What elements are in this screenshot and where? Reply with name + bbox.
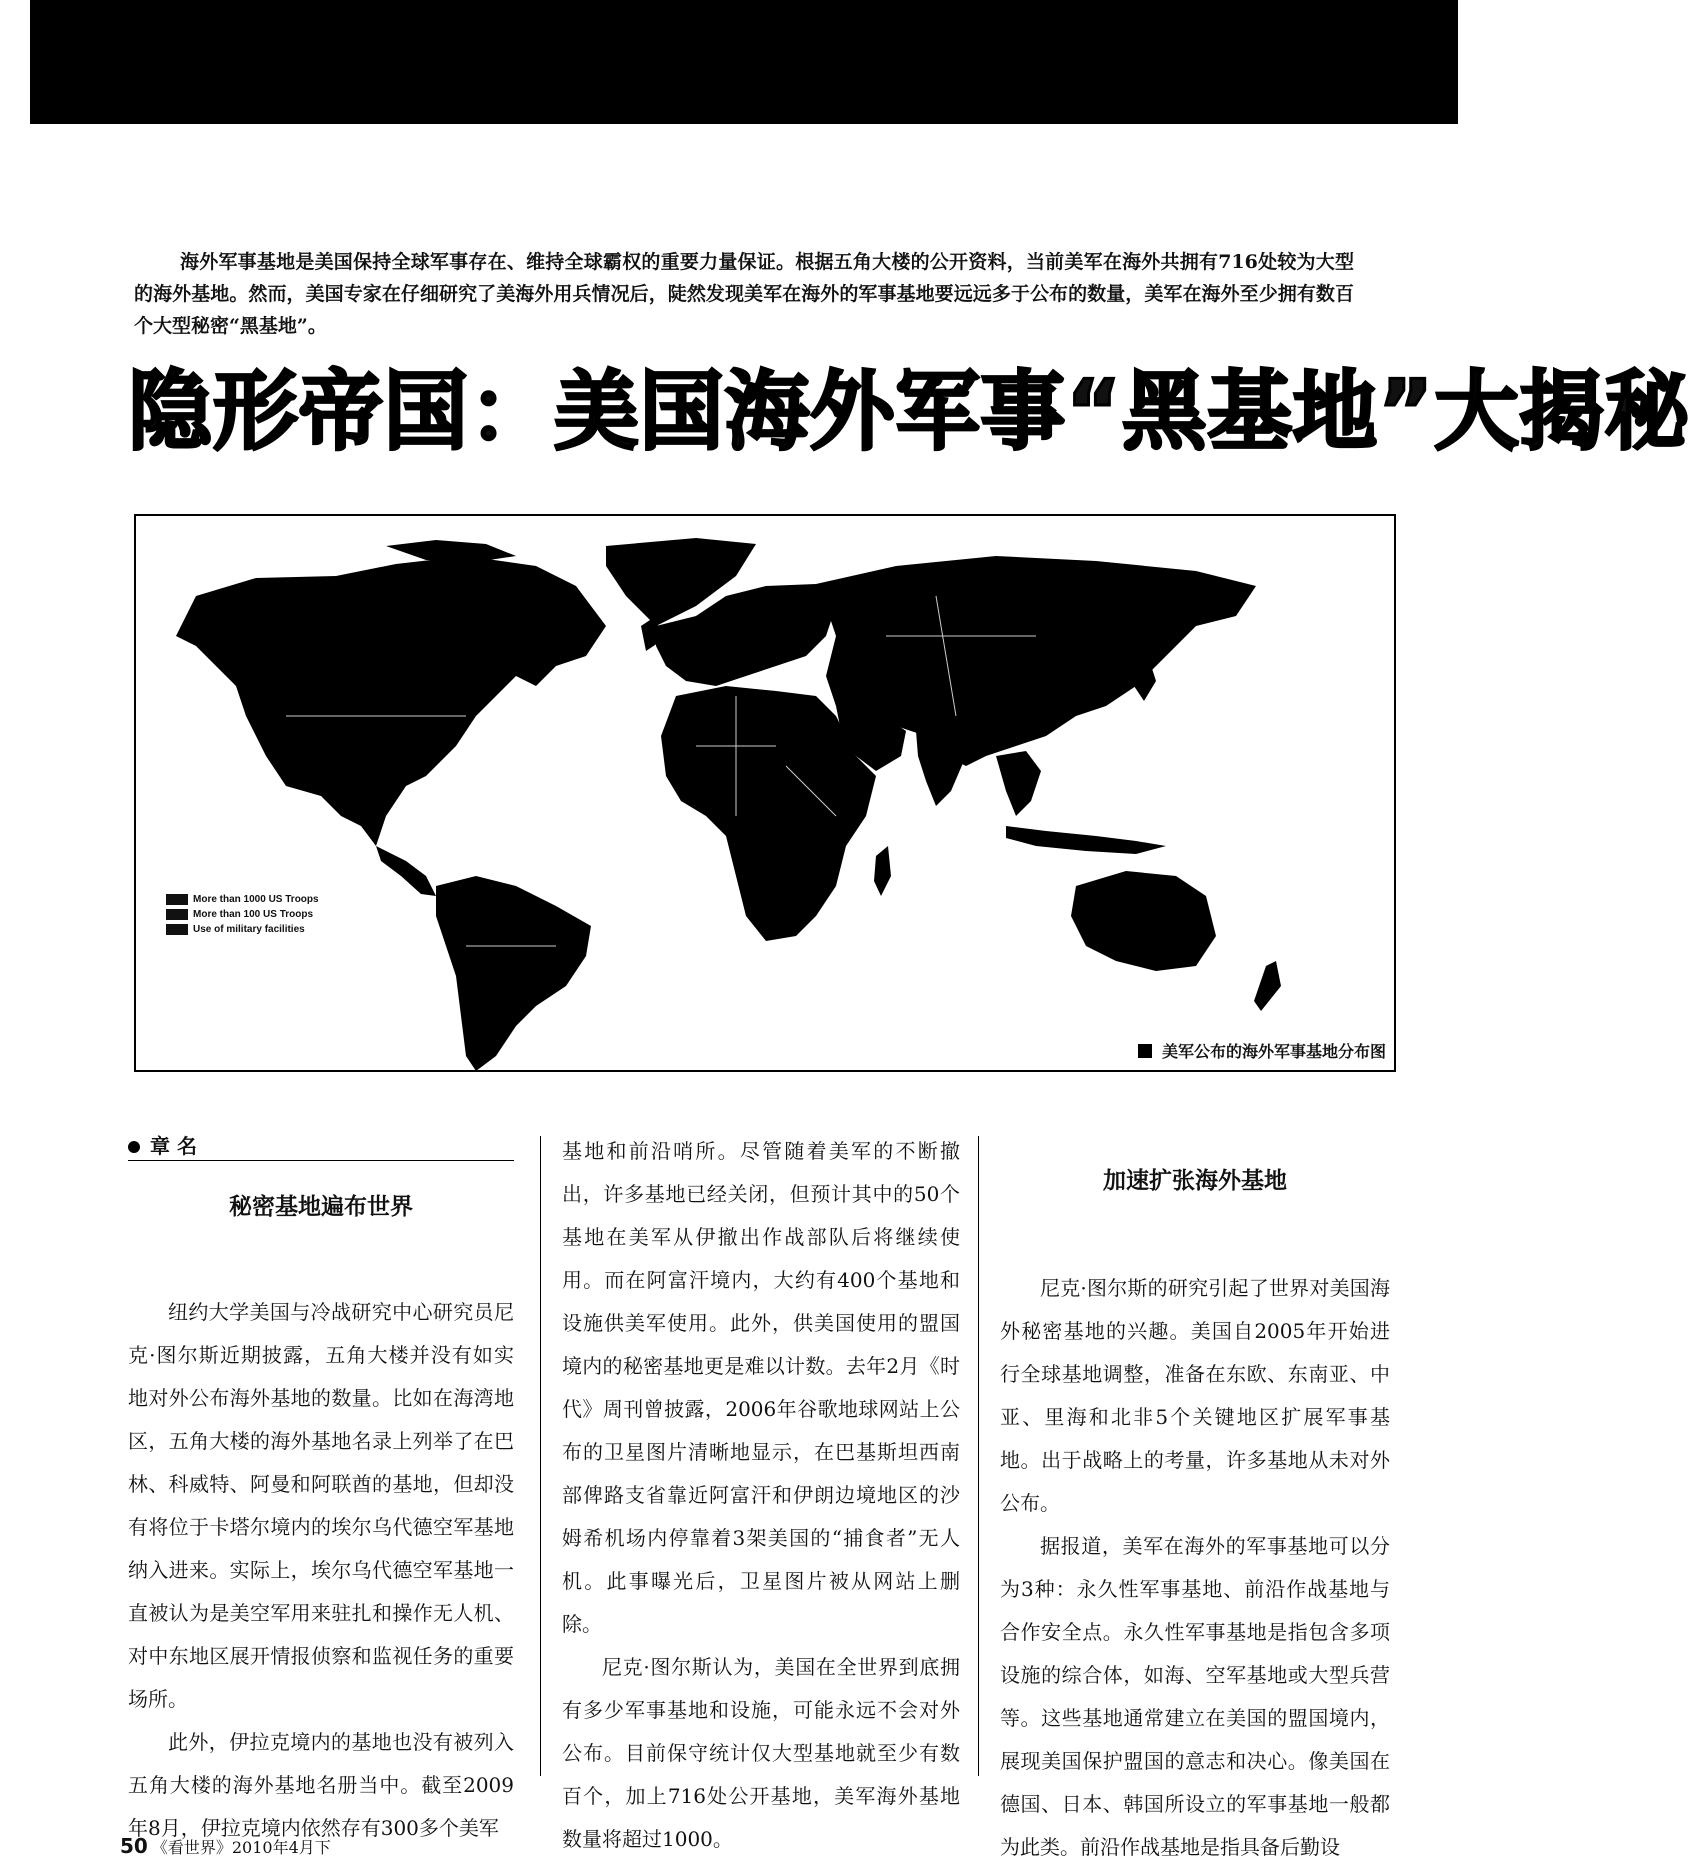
paragraph: 据报道，美军在海外的军事基地可以分为3种：永久性军事基地、前沿作战基地与合作安全点。永久性军事基地是指包含多项设施的综合体，如海、空军基地或大型兵营等。这些基地通常建立在美国的盟国境内，展现美国保护盟国的意志和决心。像美国在德国、日本、韩国所设立的军事基地一般都为此类。前沿作战基地是指具备后勤设 [1000, 1534, 1390, 1859]
paragraph: 尼克·图尔斯的研究引起了世界对美国海外秘密基地的兴趣。美国自2005年开始进行全球基地调整，准备在东欧、东南亚、中亚、里海和北非5个关键地区扩展军事基地。出于战略上的考量，许多基地从未对外公布。 [1000, 1276, 1390, 1515]
new-zealand-shape [1254, 961, 1281, 1011]
bullet-dot-icon [128, 1141, 140, 1153]
legend-swatch-icon [166, 909, 188, 920]
india-shape [916, 731, 966, 806]
world-map [136, 516, 1398, 1074]
central-america-shape [376, 846, 436, 896]
southeast-asia-shape [996, 751, 1041, 816]
subheading: 秘密基地遍布世界 [229, 1194, 413, 1220]
legend-swatch-icon [166, 894, 188, 905]
header-black-bar [30, 0, 1458, 124]
paragraph: 此外，伊拉克境内的基地也没有被列入五角大楼的海外基地名册当中。截至2009年8月，伊拉克境内依然存有300多个美军 [128, 1730, 514, 1840]
page-number: 50 [120, 1834, 148, 1858]
column-3 [1000, 1160, 1390, 1869]
legend-item: Use of military facilities [166, 922, 319, 937]
subheading: 加速扩张海外基地 [1103, 1168, 1287, 1194]
legend-item: More than 1000 US Troops [166, 892, 319, 907]
column-divider [978, 1136, 979, 1776]
caption-square-icon [1138, 1044, 1152, 1058]
arctic-islands-shape [386, 540, 516, 562]
magazine-issue: 《看世界》2010年4月下 [151, 1838, 331, 1857]
column-2 [562, 1130, 960, 1861]
south-america-shape [436, 876, 591, 1071]
australia-shape [1071, 871, 1216, 971]
madagascar-shape [874, 846, 891, 896]
indonesia-shape [1006, 826, 1166, 854]
paragraph: 纽约大学美国与冷战研究中心研究员尼克·图尔斯近期披露，五角大楼并没有如实地对外公布海外基地的数量。比如在海湾地区，五角大楼的海外基地名录上列举了在巴林、科威特、阿曼和阿联酋的基地，但却没有将位于卡塔尔境内的埃尔乌代德空军基地纳入进来。实际上，埃尔乌代德空军基地一直被认为是美空军用来驻扎和操作无人机、对中东地区展开情报侦察和监视任务的重要场所。 [128, 1300, 514, 1711]
lede-paragraph: 海外军事基地是美国保持全球军事存在、维持全球霸权的重要力量保证。根据五角大楼的公开资料，当前美军在海外共拥有716处较为大型的海外基地。然而，美国专家在仔细研究了美海外用兵情况后，陡然发现美军在海外的军事基地要远远多于公布的数量，美军在海外至少拥有数百个大型秘密“黑基地”。 [134, 251, 1354, 337]
paragraph: 基地和前沿哨所。尽管随着美军的不断撤出，许多基地已经关闭，但预计其中的50个基地在美军从伊撤出作战部队后将继续使用。而在阿富汗境内，大约有400个基地和设施供美军使用。此外，供美国使用的盟国境内的秘密基地更是难以计数。去年2月《时代》周刊曾披露，2006年谷歌地球网站上公布的卫星图片清晰地显示，在巴基斯坦西南部俾路支省靠近阿富汗和伊朗边境地区的沙姆希机场内停靠着3架美国的“捕食者”无人机。此事曝光后，卫星图片被从网站上删除。 [562, 1139, 960, 1636]
column-divider [540, 1136, 541, 1776]
column-1 [128, 1186, 514, 1850]
page-headline: 隐形帝国：美国海外军事“黑基地”大揭秘 [128, 362, 1690, 462]
legend-swatch-icon [166, 924, 188, 935]
legend-item: More than 100 US Troops [166, 907, 319, 922]
north-america-shape [176, 556, 606, 846]
paragraph: 尼克·图尔斯认为，美国在全世界到底拥有多少军事基地和设施，可能永远不会对外公布。目前保守统计仅大型基地就至少有数百个，加上716处公开基地，美军海外基地数量将超过1000。 [562, 1655, 960, 1851]
section-marker: 章 名 [128, 1130, 514, 1161]
map-legend [166, 892, 319, 937]
page-footer [120, 1834, 331, 1858]
map-caption: 美军公布的海外军事基地分布图 [1138, 1039, 1386, 1062]
world-map-figure [134, 514, 1396, 1072]
